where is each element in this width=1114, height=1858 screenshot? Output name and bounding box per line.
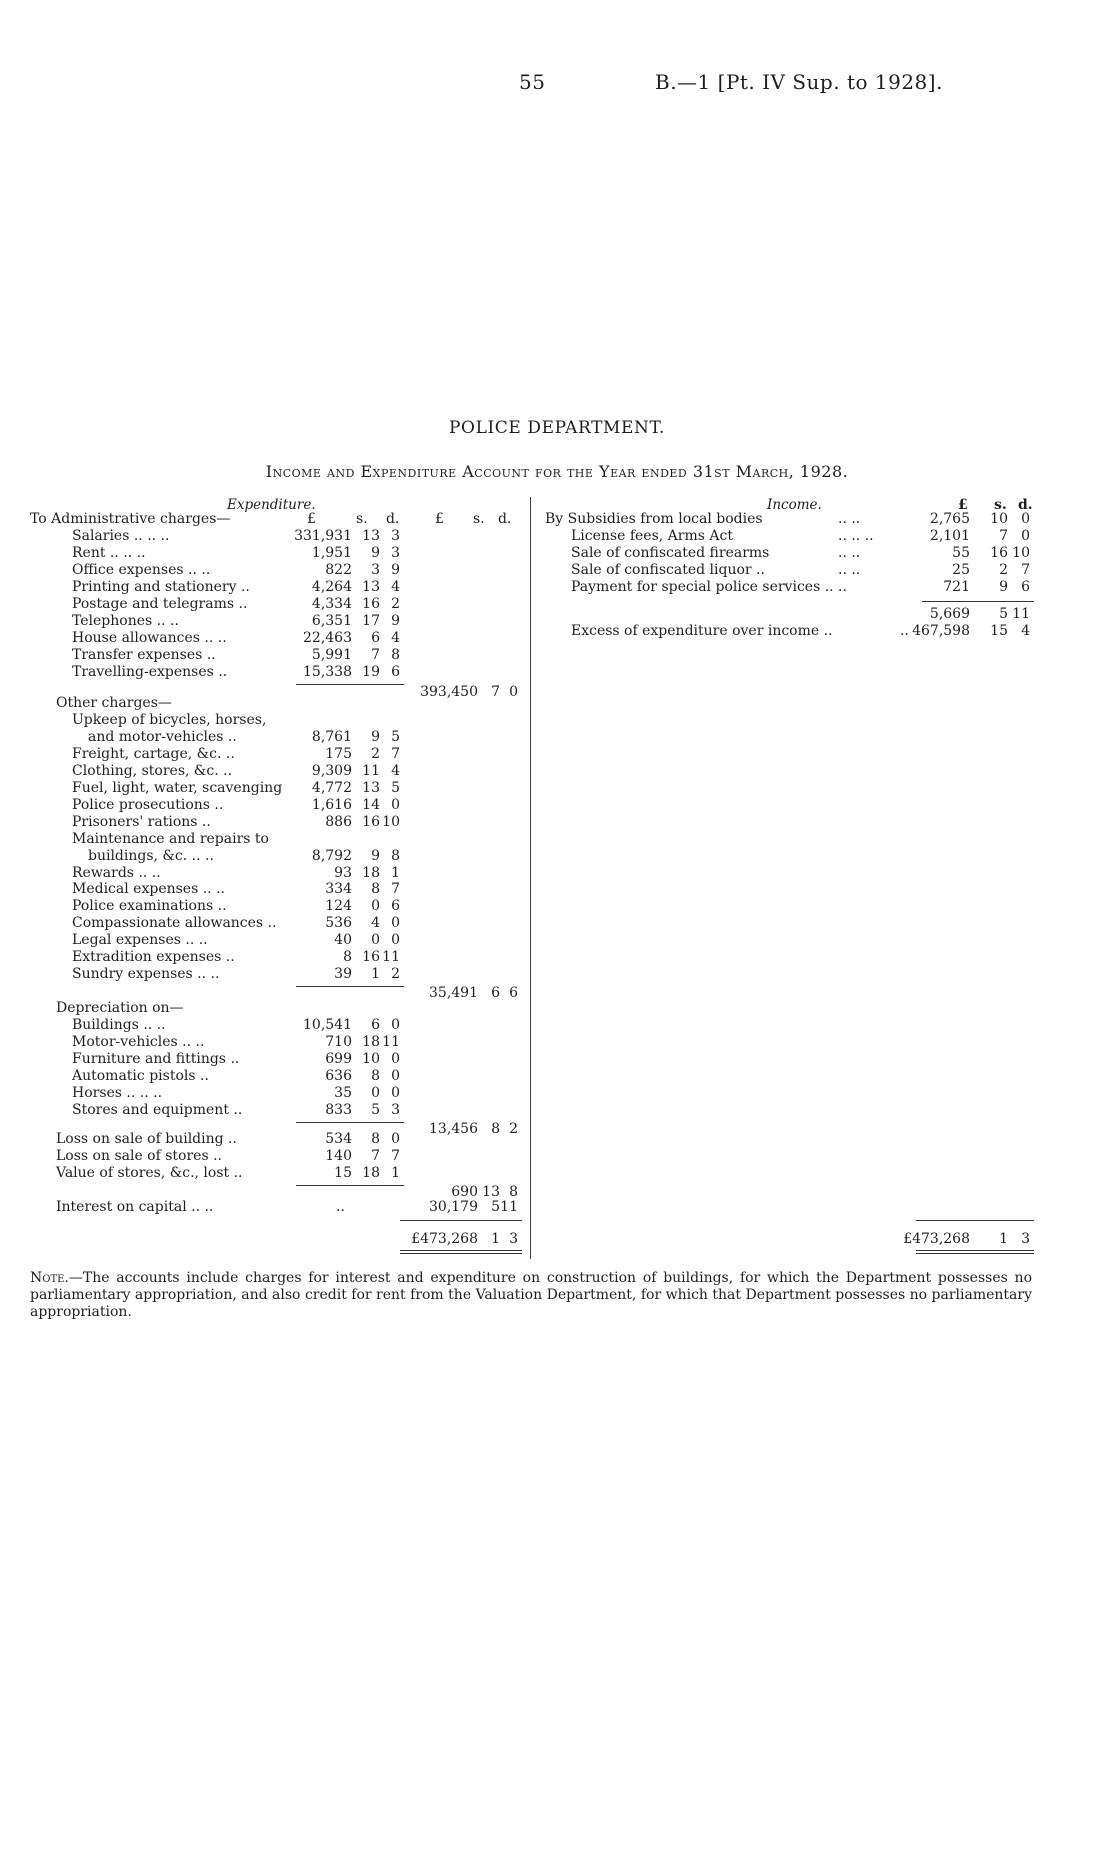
other-item-shillings: 18	[362, 864, 380, 881]
other-item-shillings: 16	[362, 813, 380, 830]
admin-item-pounds: 4,334	[311, 595, 352, 612]
other-item-pence: 8	[391, 847, 400, 864]
depreciation-item-shillings: 6	[371, 1016, 380, 1033]
admin-item-pounds: 4,264	[311, 578, 352, 595]
admin-item-shillings: 9	[371, 544, 380, 561]
inc-total-rule-top	[916, 1220, 1034, 1221]
other-total-pence: 6	[509, 985, 518, 1002]
admin-item-shillings: 3	[371, 561, 380, 578]
admin-item-pence: 2	[391, 595, 400, 612]
footnote-label: Note.	[30, 1270, 69, 1286]
other-item-shillings: 14	[362, 796, 380, 813]
depreciation-item-pence: 0	[391, 1067, 400, 1084]
depreciation-item-shillings: 18	[362, 1033, 380, 1050]
other-item-pounds: 4,772	[311, 779, 352, 796]
other-item-label: Legal expenses .. ..	[72, 932, 208, 949]
admin-total-pounds: 393,450	[420, 683, 478, 700]
depreciation-item-label: Horses .. .. ..	[72, 1084, 163, 1101]
other-item-label: Prisoners' rations ..	[72, 813, 211, 830]
other-item-pounds: 40	[334, 932, 352, 949]
excess-dots: ..	[900, 622, 909, 639]
income-item-shillings: 16	[990, 544, 1008, 561]
admin-item-label: Travelling-expenses ..	[72, 663, 228, 680]
admin-item-shillings: 13	[362, 578, 380, 595]
depreciation-subtotal-rule	[296, 1122, 404, 1123]
losses-subtotal-rule	[296, 1185, 404, 1186]
loss-item-pence: 1	[391, 1164, 400, 1181]
depreciation-heading: Depreciation on—	[56, 1000, 184, 1016]
other-total-pounds: 35,491	[429, 985, 478, 1002]
other-item-shillings: 13	[362, 779, 380, 796]
income-item-pounds: 721	[943, 578, 970, 595]
admin-item-label: Salaries .. .. ..	[72, 528, 170, 544]
income-item-pence: 7	[1021, 561, 1030, 578]
admin-item-label: Printing and stationery ..	[72, 578, 250, 595]
depreciation-total-shillings: 8	[491, 1120, 500, 1137]
income-item-shillings: 9	[999, 578, 1008, 595]
admin-item-pence: 3	[391, 544, 400, 561]
income-item-dots: ..	[838, 578, 847, 595]
admin-item-pounds: 22,463	[303, 629, 352, 646]
other-item-label: Extradition expenses ..	[72, 949, 235, 966]
loss-item-pence: 7	[391, 1147, 400, 1164]
exp-col-pounds-total: £	[435, 511, 444, 527]
other-item-label: Compassionate allowances ..	[72, 915, 277, 932]
admin-item-pounds: 822	[325, 561, 352, 578]
admin-item-pounds: 5,991	[311, 646, 352, 663]
depreciation-item-pounds: 699	[325, 1050, 352, 1067]
exp-total-rule-bottom-2	[400, 1253, 522, 1254]
income-subtotal-pounds: 5,669	[929, 605, 970, 622]
income-item-label: Payment for special police services ..	[571, 578, 834, 595]
admin-item-pence: 8	[391, 646, 400, 663]
admin-item-label: Rent .. .. ..	[72, 544, 146, 561]
other-item-pence: 5	[391, 728, 400, 745]
depreciation-item-pence: 0	[391, 1016, 400, 1033]
interest-pence: 11	[500, 1199, 518, 1215]
depreciation-item-pounds: 833	[325, 1101, 352, 1118]
other-item-label: Sundry expenses .. ..	[72, 966, 220, 983]
admin-item-shillings: 19	[362, 663, 380, 680]
other-item-label: Clothing, stores, &c. ..	[72, 762, 233, 779]
income-item-dots: .. ..	[838, 511, 861, 527]
income-item-pence: 6	[1021, 578, 1030, 595]
depreciation-item-pounds: 35	[334, 1084, 352, 1101]
income-item-dots: .. ..	[838, 544, 861, 561]
income-item-shillings: 2	[999, 561, 1008, 578]
admin-item-shillings: 17	[362, 612, 380, 629]
income-item-pence: 0	[1021, 511, 1030, 527]
loss-item-pence: 0	[391, 1131, 400, 1147]
loss-item-label: Value of stores, &c., lost ..	[56, 1164, 243, 1181]
income-item-pence: 10	[1012, 544, 1030, 561]
other-item-pounds: 8	[343, 949, 352, 966]
other-item-shillings: 2	[371, 745, 380, 762]
income-item-dots: .. .. ..	[838, 527, 874, 544]
other-item-pence: 0	[391, 932, 400, 949]
excess-shillings: 15	[990, 622, 1008, 639]
admin-item-pence: 9	[391, 561, 400, 578]
exp-col-pence-total: d.	[498, 511, 512, 527]
excess-label: Excess of expenditure over income ..	[571, 622, 833, 639]
other-item-label: Maintenance and repairs to	[72, 830, 269, 847]
depreciation-item-label: Buildings .. ..	[72, 1016, 166, 1033]
other-item-pence: 4	[391, 762, 400, 779]
other-item-label: and motor-vehicles ..	[88, 728, 237, 745]
income-item-label: By Subsidies from local bodies	[545, 511, 763, 527]
depreciation-total-pounds: 13,456	[429, 1120, 478, 1137]
other-subtotal-rule	[296, 986, 404, 987]
exp-total-rule-top	[400, 1220, 522, 1221]
depreciation-item-label: Automatic pistols ..	[72, 1067, 209, 1084]
other-item-label: Police prosecutions ..	[72, 796, 224, 813]
other-item-pounds: 9,309	[311, 762, 352, 779]
admin-subtotal-rule	[296, 684, 404, 685]
inc-grand-total-pounds: £473,268	[903, 1231, 970, 1247]
admin-item-pounds: 15,338	[303, 663, 352, 680]
other-item-shillings: 1	[371, 966, 380, 983]
other-total-shillings: 6	[491, 985, 500, 1002]
other-item-pence: 0	[391, 796, 400, 813]
page-title: POLICE DEPARTMENT.	[449, 418, 665, 438]
other-item-pence: 7	[391, 745, 400, 762]
other-item-shillings: 0	[371, 932, 380, 949]
loss-item-pounds: 15	[334, 1164, 352, 1181]
exp-grand-total-pence: 3	[509, 1231, 518, 1247]
depreciation-item-pounds: 10,541	[303, 1016, 352, 1033]
inc-col-pounds: £	[958, 497, 968, 513]
income-subtotal-rule	[922, 601, 1034, 602]
admin-item-pounds: 1,951	[311, 544, 352, 561]
other-item-pence: 1	[391, 864, 400, 881]
administrative-heading: To Administrative charges—	[30, 511, 231, 527]
document-reference: B.—1 [Pt. IV Sup. to 1928].	[655, 70, 943, 94]
depreciation-item-pence: 0	[391, 1084, 400, 1101]
depreciation-item-pence: 11	[382, 1033, 400, 1050]
income-item-pence: 0	[1021, 527, 1030, 544]
other-item-pence: 6	[391, 898, 400, 915]
depreciation-item-pounds: 710	[325, 1033, 352, 1050]
income-subtotal-shillings: 5	[999, 605, 1008, 622]
other-item-shillings: 4	[371, 915, 380, 932]
other-charges-heading: Other charges—	[56, 695, 172, 711]
income-subtotal-pence: 11	[1012, 605, 1030, 622]
depreciation-item-pence: 0	[391, 1050, 400, 1067]
income-item-pounds: 2,765	[929, 511, 970, 527]
admin-item-label: House allowances .. ..	[72, 629, 227, 646]
other-item-pounds: 536	[325, 915, 352, 932]
other-item-pounds: 39	[334, 966, 352, 983]
admin-item-label: Transfer expenses ..	[72, 646, 216, 663]
other-item-shillings: 9	[371, 728, 380, 745]
depreciation-item-shillings: 8	[371, 1067, 380, 1084]
depreciation-item-pounds: 636	[325, 1067, 352, 1084]
other-item-pounds: 175	[325, 745, 352, 762]
exp-col-shillings: s.	[356, 511, 368, 527]
other-item-pence: 2	[391, 966, 400, 983]
admin-item-pence: 6	[391, 663, 400, 680]
other-item-label: Police examinations ..	[72, 898, 227, 915]
admin-item-pence: 4	[391, 578, 400, 595]
admin-total-shillings: 7	[491, 683, 500, 700]
inc-grand-total-shillings: 1	[999, 1231, 1008, 1247]
admin-item-shillings: 13	[362, 528, 380, 544]
depreciation-item-pence: 3	[391, 1101, 400, 1118]
other-item-label: Upkeep of bicycles, horses,	[72, 711, 267, 728]
other-item-pence: 10	[382, 813, 400, 830]
depreciation-item-shillings: 10	[362, 1050, 380, 1067]
interest-pounds: 30,179	[429, 1199, 478, 1215]
loss-item-shillings: 8	[371, 1131, 380, 1147]
other-item-label: Medical expenses .. ..	[72, 881, 225, 898]
other-item-pounds: 334	[325, 881, 352, 898]
other-item-shillings: 9	[371, 847, 380, 864]
admin-item-pounds: 331,931	[294, 528, 352, 544]
footnote-text: —The accounts include charges for interest and expenditure on construction of buildings, for which the Department possesses no parliamentary appropriation, and also credit for rent from the Valuation Department, for which that Department possesses no parliamentary appropriation.	[30, 1270, 1032, 1320]
inc-grand-total-pence: 3	[1021, 1231, 1030, 1247]
exp-col-pence: d.	[386, 511, 400, 527]
exp-grand-total-pounds: £473,268	[411, 1231, 478, 1247]
income-item-label: License fees, Arms Act	[571, 527, 733, 544]
page-number: 55	[519, 70, 546, 94]
income-item-shillings: 10	[990, 511, 1008, 527]
exp-col-shillings-total: s.	[473, 511, 485, 527]
loss-item-label: Loss on sale of stores ..	[56, 1147, 222, 1164]
depreciation-item-shillings: 0	[371, 1084, 380, 1101]
footnote	[30, 1270, 1032, 1321]
other-item-pounds: 8,761	[311, 728, 352, 745]
depreciation-item-label: Stores and equipment ..	[72, 1101, 243, 1118]
losses-total-shillings: 13	[482, 1183, 500, 1200]
inc-col-pence: d.	[1018, 497, 1033, 513]
loss-item-shillings: 7	[371, 1147, 380, 1164]
inc-total-rule-bottom-1	[916, 1250, 1034, 1251]
other-item-pence: 5	[391, 779, 400, 796]
other-item-shillings: 16	[362, 949, 380, 966]
depreciation-item-shillings: 5	[371, 1101, 380, 1118]
admin-item-label: Office expenses .. ..	[72, 561, 211, 578]
admin-item-shillings: 7	[371, 646, 380, 663]
income-item-pounds: 55	[952, 544, 970, 561]
other-item-label: Rewards .. ..	[72, 864, 161, 881]
other-item-pounds: 93	[334, 864, 352, 881]
interest-shillings: 5	[491, 1199, 500, 1215]
interest-label: Interest on capital .. ..	[56, 1199, 214, 1215]
other-item-pence: 0	[391, 915, 400, 932]
inc-total-rule-bottom-2	[916, 1253, 1034, 1254]
loss-item-label: Loss on sale of building ..	[56, 1131, 237, 1147]
other-item-pence: 11	[382, 949, 400, 966]
admin-item-label: Postage and telegrams ..	[72, 595, 248, 612]
admin-item-label: Telephones .. ..	[72, 612, 179, 629]
income-item-shillings: 7	[999, 527, 1008, 544]
inc-col-shillings: s.	[994, 497, 1007, 513]
admin-total-pence: 0	[509, 683, 518, 700]
depreciation-item-label: Motor-vehicles .. ..	[72, 1033, 205, 1050]
other-item-shillings: 8	[371, 881, 380, 898]
depreciation-total-pence: 2	[509, 1120, 518, 1137]
expenditure-heading: Expenditure.	[227, 497, 316, 513]
other-item-pounds: 1,616	[311, 796, 352, 813]
income-item-pounds: 2,101	[929, 527, 970, 544]
admin-item-pence: 3	[391, 528, 400, 544]
other-item-label: Freight, cartage, &c. ..	[72, 745, 235, 762]
losses-total-pounds: 690	[451, 1183, 478, 1200]
loss-item-pounds: 534	[325, 1131, 352, 1147]
exp-total-rule-bottom-1	[400, 1250, 522, 1251]
excess-pounds: 467,598	[912, 622, 970, 639]
admin-item-shillings: 16	[362, 595, 380, 612]
other-item-pounds: 124	[325, 898, 352, 915]
income-heading: Income.	[767, 497, 822, 513]
other-item-pounds: 886	[325, 813, 352, 830]
account-subtitle: Income and Expenditure Account for the Year ended 31st March, 1928.	[265, 462, 849, 481]
admin-item-shillings: 6	[371, 629, 380, 646]
other-item-label: Fuel, light, water, scavenging	[72, 779, 283, 796]
income-item-dots: .. ..	[838, 561, 861, 578]
other-item-pounds: 8,792	[311, 847, 352, 864]
interest-dots: ..	[336, 1199, 345, 1215]
excess-pence: 4	[1021, 622, 1030, 639]
loss-item-shillings: 18	[362, 1164, 380, 1181]
admin-item-pence: 4	[391, 629, 400, 646]
other-item-shillings: 11	[362, 762, 380, 779]
exp-grand-total-shillings: 1	[491, 1231, 500, 1247]
losses-total-pence: 8	[509, 1183, 518, 1200]
column-divider	[530, 497, 531, 1259]
income-item-label: Sale of confiscated liquor ..	[571, 561, 765, 578]
admin-item-pounds: 6,351	[311, 612, 352, 629]
exp-col-pounds: £	[307, 511, 316, 527]
income-item-pounds: 25	[952, 561, 970, 578]
other-item-pence: 7	[391, 881, 400, 898]
loss-item-pounds: 140	[325, 1147, 352, 1164]
admin-item-pence: 9	[391, 612, 400, 629]
other-item-label: buildings, &c. .. ..	[88, 847, 214, 864]
depreciation-item-label: Furniture and fittings ..	[72, 1050, 240, 1067]
income-item-label: Sale of confiscated firearms	[571, 544, 770, 561]
other-item-shillings: 0	[371, 898, 380, 915]
